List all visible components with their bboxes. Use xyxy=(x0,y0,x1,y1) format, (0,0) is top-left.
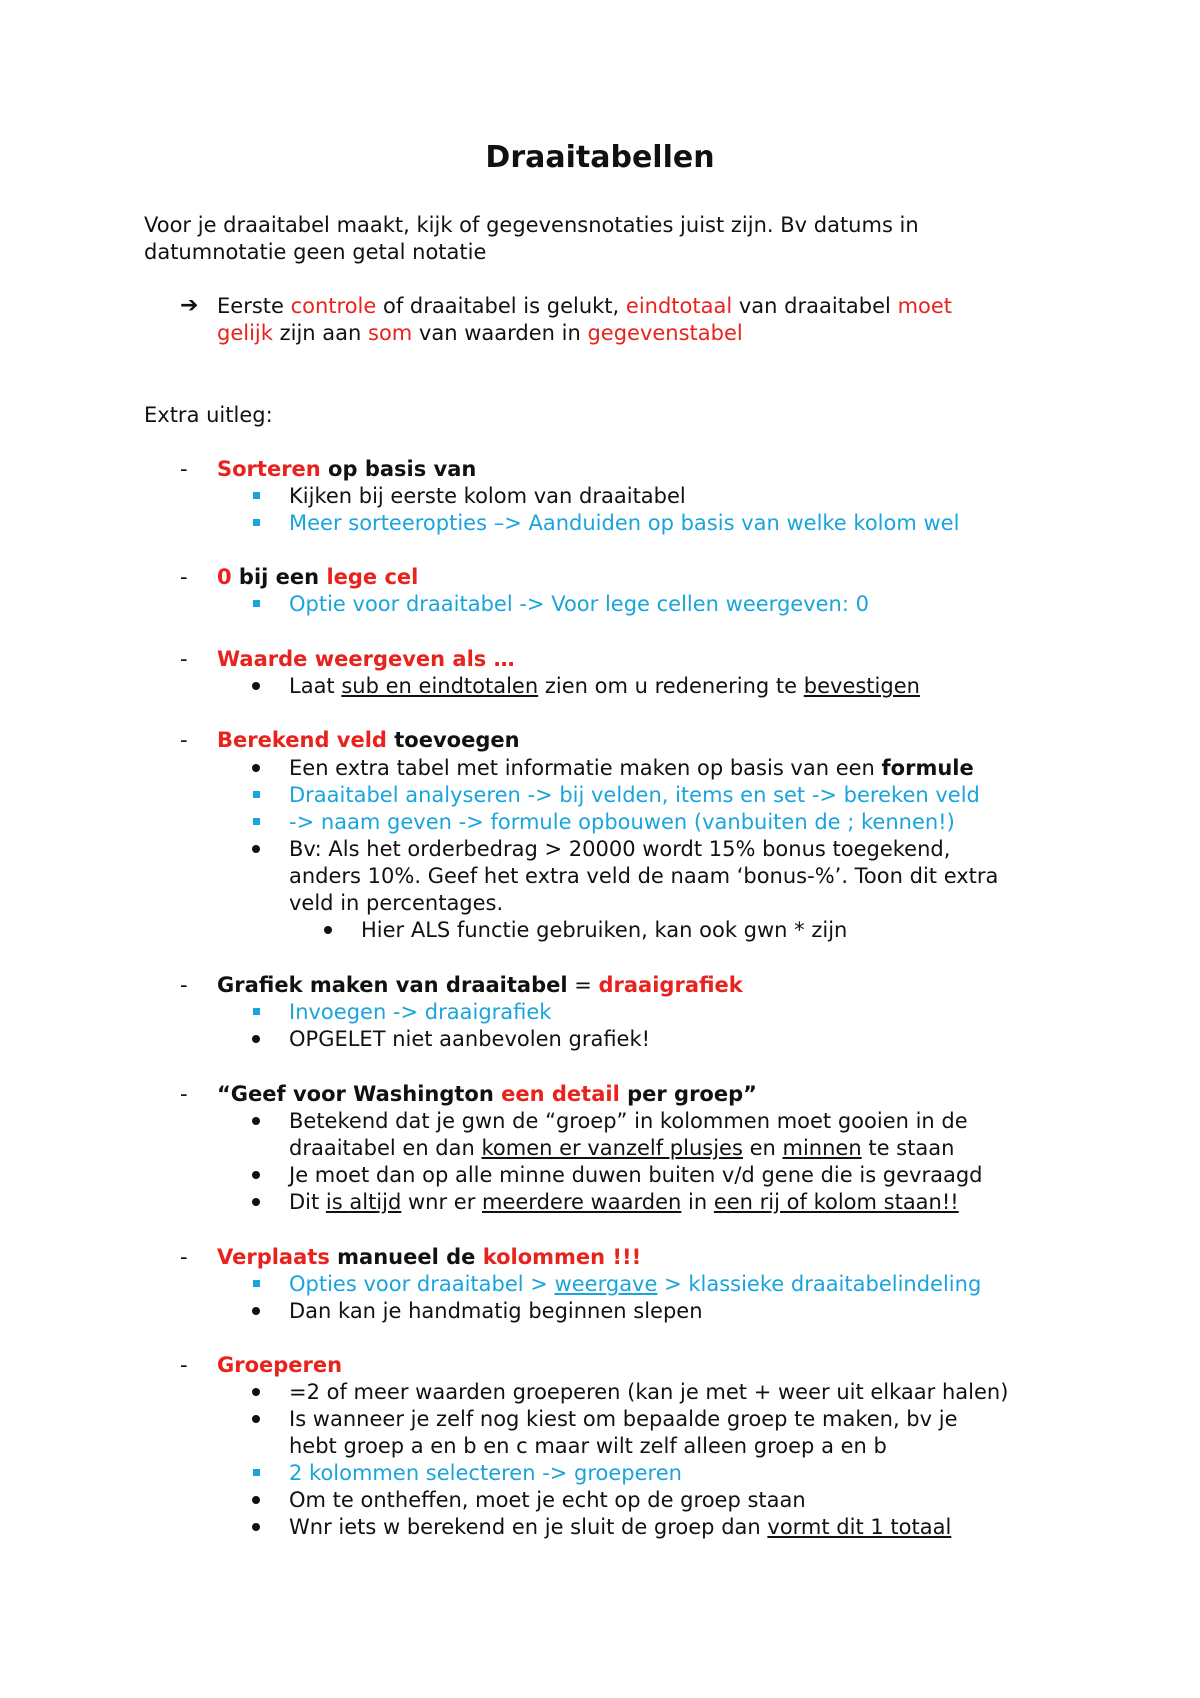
round-bullet-icon xyxy=(252,1171,260,1179)
heading-verplaats: Verplaats manueel de kolommen !!! xyxy=(217,1245,642,1269)
list-item: Draaitabel analyseren -> bij velden, items en set -> bereken veld xyxy=(289,783,980,807)
round-bullet-icon xyxy=(252,1523,260,1531)
square-bullet-icon xyxy=(253,818,260,825)
dash-bullet: - xyxy=(180,457,188,481)
round-bullet-icon xyxy=(252,682,260,690)
list-item: =2 of meer waarden groeperen (kan je met + weer uit elkaar halen) xyxy=(289,1380,1009,1404)
heading-groeperen: Groeperen xyxy=(217,1353,343,1377)
list-item-continued: hebt groep a en b en c maar wilt zelf alleen groep a en b xyxy=(289,1434,887,1458)
dash-bullet: - xyxy=(180,728,188,752)
list-item: Invoegen -> draaigrafiek xyxy=(289,1000,552,1024)
intro-line: Voor je draaitabel maakt, kijk of gegevensnotaties juist zijn. Bv datums in xyxy=(144,213,919,237)
list-item: Om te ontheffen, moet je echt op de groep staan xyxy=(289,1488,806,1512)
arrow-icon: ➔ xyxy=(180,293,199,318)
round-bullet-icon xyxy=(252,1388,260,1396)
intro-line: datumnotatie geen getal notatie xyxy=(144,240,487,264)
round-bullet-icon xyxy=(252,1415,260,1423)
dash-bullet: - xyxy=(180,565,188,589)
round-bullet-icon xyxy=(252,1035,260,1043)
round-bullet-icon xyxy=(252,1117,260,1125)
list-item: Is wanneer je zelf nog kiest om bepaalde groep te maken, bv je xyxy=(289,1407,958,1431)
list-item: Dit is altijd wnr er meerdere waarden in een rij of kolom staan!! xyxy=(289,1190,959,1214)
heading-sorteren: Sorteren op basis van xyxy=(217,457,477,481)
heading-waarde-weergeven: Waarde weergeven als … xyxy=(217,647,515,671)
list-item: Optie voor draaitabel -> Voor lege cellen weergeven: 0 xyxy=(289,592,869,616)
round-bullet-icon xyxy=(252,1198,260,1206)
dash-bullet: - xyxy=(180,973,188,997)
sub-list-item: Hier ALS functie gebruiken, kan ook gwn * zijn xyxy=(361,918,848,942)
note-line: Eerste controle of draaitabel is gelukt, eindtotaal van draaitabel moet xyxy=(217,294,953,318)
heading-washington: “Geef voor Washington een detail per groep” xyxy=(217,1082,757,1106)
heading-berekend-veld: Berekend veld toevoegen xyxy=(217,728,520,752)
list-item: Een extra tabel met informatie maken op basis van een formule xyxy=(289,756,974,780)
square-bullet-icon xyxy=(253,519,260,526)
dash-bullet: - xyxy=(180,647,188,671)
round-bullet-icon xyxy=(252,1307,260,1315)
list-item: 2 kolommen selecteren -> groeperen xyxy=(289,1461,682,1485)
list-item: Betekend dat je gwn de “groep” in kolommen moet gooien in de xyxy=(289,1109,968,1133)
list-item: Dan kan je handmatig beginnen slepen xyxy=(289,1299,703,1323)
list-item: Laat sub en eindtotalen zien om u redenering te bevestigen xyxy=(289,674,920,698)
list-item: Opties voor draaitabel > weergave > klassieke draaitabelindeling xyxy=(289,1272,982,1296)
square-bullet-icon xyxy=(253,1008,260,1015)
list-item: OPGELET niet aanbevolen grafiek! xyxy=(289,1027,651,1051)
heading-grafiek: Grafiek maken van draaitabel = draaigrafiek xyxy=(217,973,743,997)
list-item: Wnr iets w berekend en je sluit de groep dan vormt dit 1 totaal xyxy=(289,1515,952,1539)
list-item: Kijken bij eerste kolom van draaitabel xyxy=(289,484,686,508)
list-item-continued: draaitabel en dan komen er vanzelf plusjes en minnen te staan xyxy=(289,1136,955,1160)
heading-lege-cel: 0 bij een lege cel xyxy=(217,565,419,589)
list-item-continued: veld in percentages. xyxy=(289,891,504,915)
round-bullet-icon xyxy=(252,764,260,772)
section-label-extra: Extra uitleg: xyxy=(144,403,273,427)
round-bullet-icon xyxy=(252,845,260,853)
round-bullet-icon xyxy=(252,1496,260,1504)
list-item: Bv: Als het orderbedrag > 20000 wordt 15% bonus toegekend, xyxy=(289,837,951,861)
document-title: Draaitabellen xyxy=(485,140,715,175)
square-bullet-icon xyxy=(253,791,260,798)
dash-bullet: - xyxy=(180,1082,188,1106)
dash-bullet: - xyxy=(180,1245,188,1269)
list-item: Meer sorteeropties –> Aanduiden op basis van welke kolom wel xyxy=(289,511,960,535)
note-line: gelijk zijn aan som van waarden in gegevenstabel xyxy=(217,321,743,345)
square-bullet-icon xyxy=(253,600,260,607)
square-bullet-icon xyxy=(253,1280,260,1287)
square-bullet-icon xyxy=(253,1469,260,1476)
list-item-continued: anders 10%. Geef het extra veld de naam ‘bonus-%’. Toon dit extra xyxy=(289,864,999,888)
dash-bullet: - xyxy=(180,1353,188,1377)
round-bullet-icon xyxy=(324,926,332,934)
list-item: Je moet dan op alle minne duwen buiten v/d gene die is gevraagd xyxy=(289,1163,983,1187)
list-item: -> naam geven -> formule opbouwen (vanbuiten de ; kennen!) xyxy=(289,810,955,834)
square-bullet-icon xyxy=(253,492,260,499)
